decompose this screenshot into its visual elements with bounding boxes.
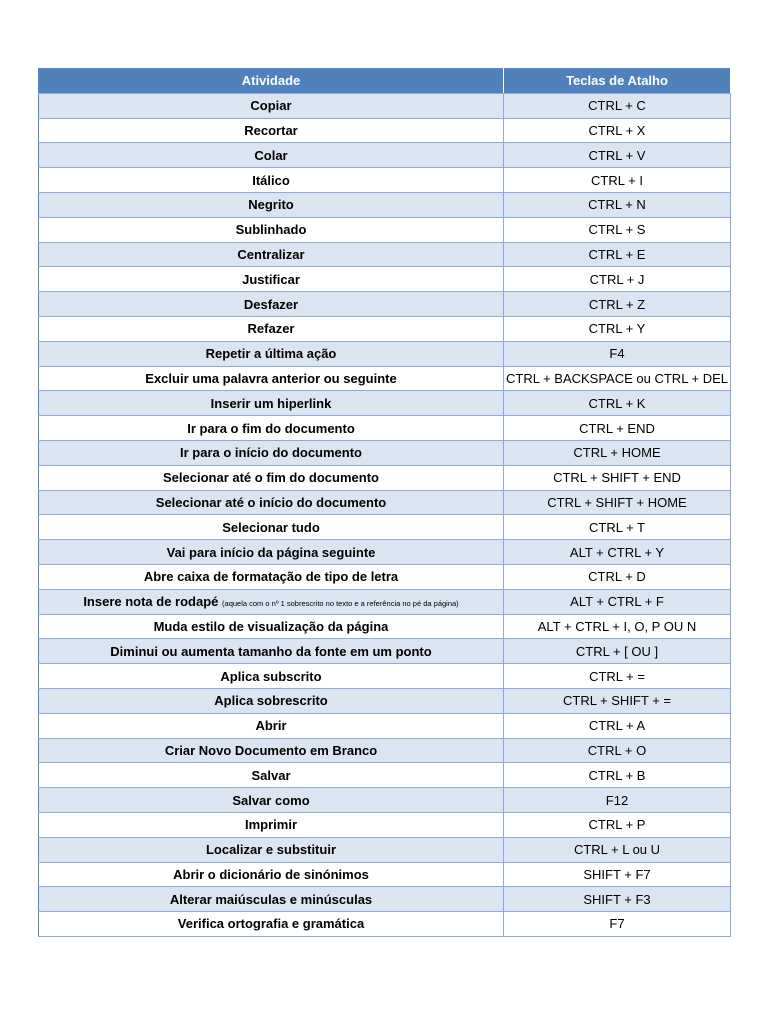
activity-label: Aplica sobrescrito [214, 693, 328, 709]
activity-label: Excluir uma palavra anterior ou seguinte [145, 370, 397, 386]
activity-cell [39, 93, 504, 118]
activity-cell [39, 564, 504, 589]
activity-cell [39, 788, 504, 813]
table-body [39, 93, 731, 936]
activity-cell [39, 515, 504, 540]
shortcut-cell: CTRL + E [504, 242, 731, 267]
header-shortcut: Teclas de Atalho [504, 69, 731, 94]
shortcut-cell: ALT + CTRL + F [504, 589, 731, 614]
shortcut-cell: CTRL + P [504, 812, 731, 837]
shortcut-cell: CTRL + A [504, 713, 731, 738]
table-row [39, 440, 731, 465]
activity-label: Abre caixa de formatação de tipo de letra [143, 569, 399, 585]
table-row [39, 862, 731, 887]
table-row [39, 812, 731, 837]
activity-cell [39, 639, 504, 664]
activity-cell [39, 738, 504, 763]
activity-cell [39, 316, 504, 341]
activity-note: (aquela com o nº 1 sobrescrito no texto e a referência no pé da página) [222, 599, 459, 609]
activity-label: Ir para o início do documento [179, 445, 362, 461]
table-row [39, 242, 731, 267]
shortcut-cell: CTRL + B [504, 763, 731, 788]
activity-cell [39, 763, 504, 788]
activity-label: Justificar [242, 271, 300, 287]
activity-label: Insere nota de rodapé [83, 594, 219, 610]
shortcut-cell: CTRL + Z [504, 292, 731, 317]
activity-cell [39, 341, 504, 366]
shortcut-cell: CTRL + [ OU ] [504, 639, 731, 664]
activity-label: Recortar [244, 122, 298, 138]
activity-label: Abrir [255, 718, 287, 734]
activity-label: Selecionar até o fim do documento [163, 470, 379, 486]
table-row [39, 837, 731, 862]
activity-label: Selecionar até o início do documento [155, 494, 387, 510]
table-row [39, 168, 731, 193]
table-header-row [39, 69, 731, 94]
shortcut-cell: CTRL + X [504, 118, 731, 143]
shortcut-cell: CTRL + BACKSPACE ou CTRL + DEL [504, 366, 731, 391]
activity-label: Diminui ou aumenta tamanho da fonte em um ponto [110, 643, 432, 659]
activity-cell [39, 812, 504, 837]
activity-cell [39, 267, 504, 292]
activity-label: Criar Novo Documento em Branco [164, 742, 378, 758]
activity-label: Abrir o dicionário de sinónimos [173, 866, 369, 882]
shortcut-cell: CTRL + I [504, 168, 731, 193]
activity-label: Imprimir [244, 817, 297, 833]
table-row [39, 887, 731, 912]
activity-label: Copiar [250, 98, 292, 114]
shortcut-cell: CTRL + K [504, 391, 731, 416]
activity-label: Colar [254, 147, 288, 163]
table-row [39, 490, 731, 515]
table-row [39, 292, 731, 317]
shortcut-cell: CTRL + C [504, 93, 731, 118]
table-row [39, 763, 731, 788]
table-row [39, 688, 731, 713]
activity-cell [39, 440, 504, 465]
shortcut-cell: CTRL + O [504, 738, 731, 763]
activity-label: Salvar [251, 767, 291, 783]
table-row [39, 366, 731, 391]
activity-label: Aplica subscrito [220, 668, 322, 684]
activity-label: Itálico [252, 172, 290, 188]
activity-label: Negrito [248, 197, 294, 213]
shortcut-cell: CTRL + N [504, 192, 731, 217]
shortcut-cell: F7 [504, 912, 731, 937]
table-row [39, 540, 731, 565]
shortcut-cell: CTRL + S [504, 217, 731, 242]
activity-label: Repetir a última ação [205, 346, 337, 362]
table-row [39, 738, 731, 763]
shortcut-cell: CTRL + D [504, 564, 731, 589]
activity-cell [39, 688, 504, 713]
table-row [39, 912, 731, 937]
activity-cell [39, 664, 504, 689]
activity-cell [39, 887, 504, 912]
table-row [39, 391, 731, 416]
table-row [39, 416, 731, 441]
activity-label: Vai para início da página seguinte [166, 544, 376, 560]
shortcut-cell: CTRL + Y [504, 316, 731, 341]
activity-label: Alterar maiúsculas e minúsculas [169, 891, 373, 907]
activity-label: Ir para o fim do documento [187, 420, 355, 436]
activity-label: Inserir um hiperlink [210, 395, 332, 411]
shortcut-table [38, 68, 731, 937]
activity-cell [39, 912, 504, 937]
table-row [39, 267, 731, 292]
table-row [39, 143, 731, 168]
activity-cell [39, 837, 504, 862]
shortcut-cell: CTRL + END [504, 416, 731, 441]
table-row [39, 217, 731, 242]
activity-cell [39, 192, 504, 217]
activity-cell [39, 242, 504, 267]
shortcut-cell: SHIFT + F3 [504, 887, 731, 912]
shortcut-cell: CTRL + SHIFT + = [504, 688, 731, 713]
activity-cell [39, 589, 504, 614]
table-row [39, 93, 731, 118]
table-row [39, 564, 731, 589]
shortcut-cell: CTRL + HOME [504, 440, 731, 465]
table-row [39, 664, 731, 689]
shortcut-cell: CTRL + L ou U [504, 837, 731, 862]
activity-label: Centralizar [237, 246, 305, 262]
activity-cell [39, 540, 504, 565]
activity-cell [39, 713, 504, 738]
table-row [39, 614, 731, 639]
table-row [39, 788, 731, 813]
table-row [39, 515, 731, 540]
activity-cell [39, 292, 504, 317]
activity-label: Sublinhado [235, 222, 307, 238]
header-activity: Atividade [39, 69, 504, 94]
activity-label: Muda estilo de visualização da página [153, 618, 389, 634]
activity-cell [39, 465, 504, 490]
activity-cell [39, 490, 504, 515]
activity-cell [39, 217, 504, 242]
table-row [39, 639, 731, 664]
table-row [39, 465, 731, 490]
shortcut-cell: CTRL + = [504, 664, 731, 689]
shortcut-cell: ALT + CTRL + I, O, P OU N [504, 614, 731, 639]
shortcut-cell: CTRL + SHIFT + HOME [504, 490, 731, 515]
activity-cell [39, 118, 504, 143]
table-row [39, 192, 731, 217]
shortcut-cell: CTRL + T [504, 515, 731, 540]
shortcut-cell: F12 [504, 788, 731, 813]
table-row [39, 316, 731, 341]
activity-label: Verifica ortografia e gramática [177, 916, 365, 932]
activity-cell [39, 366, 504, 391]
shortcut-cell: F4 [504, 341, 731, 366]
activity-cell [39, 862, 504, 887]
shortcut-cell: CTRL + V [504, 143, 731, 168]
activity-cell [39, 168, 504, 193]
shortcut-cell: SHIFT + F7 [504, 862, 731, 887]
shortcut-cell: CTRL + J [504, 267, 731, 292]
activity-label: Refazer [247, 321, 295, 337]
activity-label: Salvar como [232, 792, 310, 808]
table-row [39, 589, 731, 614]
activity-label: Localizar e substituir [205, 842, 337, 858]
table-row [39, 713, 731, 738]
shortcut-cell: ALT + CTRL + Y [504, 540, 731, 565]
activity-cell [39, 614, 504, 639]
activity-cell [39, 416, 504, 441]
shortcut-cell: CTRL + SHIFT + END [504, 465, 731, 490]
table-row [39, 341, 731, 366]
activity-label: Desfazer [243, 296, 299, 312]
activity-cell [39, 143, 504, 168]
activity-cell [39, 391, 504, 416]
activity-label: Selecionar tudo [222, 519, 320, 535]
table-row [39, 118, 731, 143]
